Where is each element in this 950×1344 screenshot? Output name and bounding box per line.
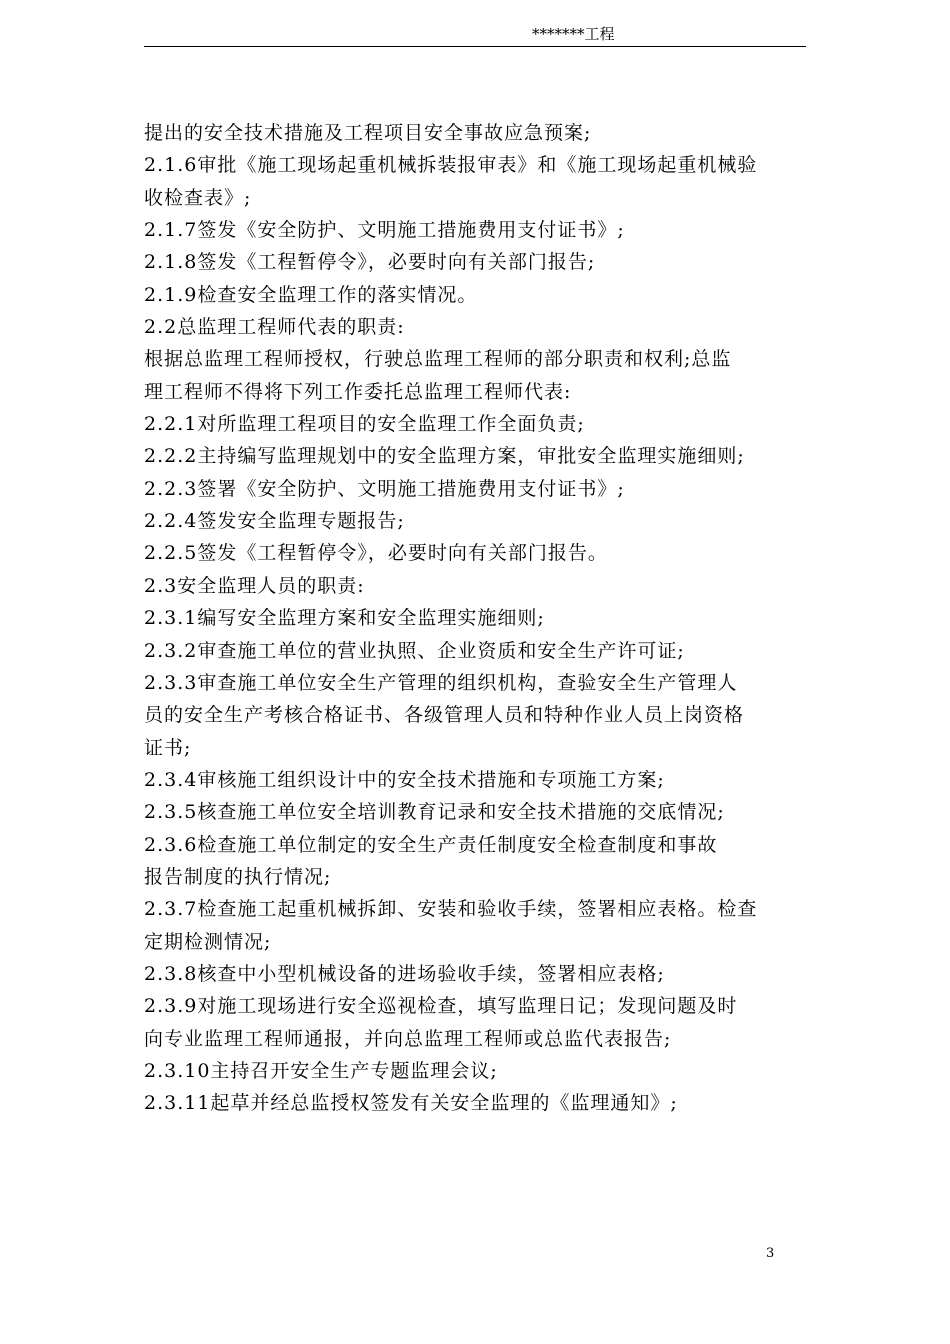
text-line: 2.3.2审查施工单位的营业执照、企业资质和安全生产许可证; — [144, 639, 685, 662]
text-line: 2.1.8签发《工程暂停令》，必要时向有关部门报告; — [144, 251, 596, 274]
text-line: 定期检测情况; — [144, 930, 272, 953]
text-line: 2.3.11起草并经总监授权签发有关安全监理的《监理通知》; — [144, 1092, 678, 1115]
text-line: 2.3.4审核施工组织设计中的安全技术措施和专项施工方案; — [144, 768, 665, 791]
text-line: 提出的安全技术措施及工程项目安全事故应急预案; — [144, 122, 592, 144]
text-line: 2.2.5签发《工程暂停令》，必要时向有关部门报告。 — [144, 542, 608, 565]
text-line: 2.3.5核查施工单位安全培训教育记录和安全技术措施的交底情况; — [144, 801, 725, 824]
text-line: 向专业监理工程师通报，并向总监理工程师或总监代表报告; — [144, 1027, 672, 1050]
text-line: 报告制度的执行情况; — [144, 865, 332, 888]
section-heading: 2.2总监理工程师代表的职责: — [144, 316, 405, 339]
text-line: 2.1.9检查安全监理工作的落实情况。 — [144, 283, 478, 306]
text-line: 2.1.6审批《施工现场起重机械拆装报审表》和《施工现场起重机械验 — [144, 154, 758, 177]
header-rule — [144, 46, 806, 47]
page-header-title: *******工程 — [532, 25, 615, 43]
text-line: 2.3.7检查施工起重机械拆卸、安装和验收手续，签署相应表格。检查 — [144, 898, 758, 921]
text-line: 2.2.4签发安全监理专题报告; — [144, 510, 405, 533]
text-line: 根据总监理工程师授权，行驶总监理工程师的部分职责和权利;总监 — [144, 348, 732, 371]
text-line: 证书; — [144, 736, 192, 759]
text-line: 2.3.8核查中小型机械设备的进场验收手续，签署相应表格; — [144, 962, 665, 985]
text-line: 员的安全生产考核合格证书、各级管理人员和特种作业人员上岗资格 — [144, 704, 745, 727]
text-line: 收检查表》; — [144, 186, 252, 209]
text-line: 2.2.3签署《安全防护、文明施工措施费用支付证书》; — [144, 477, 625, 500]
text-line: 2.3.3审查施工单位安全生产管理的组织机构，查验安全生产管理人 — [144, 671, 738, 694]
document-body — [144, 117, 824, 1120]
text-line: 2.2.2主持编写监理规划中的安全监理方案，审批安全监理实施细则; — [144, 445, 745, 468]
text-line: 2.3.9对施工现场进行安全巡视检查，填写监理日记；发现问题及时 — [144, 995, 738, 1018]
text-line: 2.3.6检查施工单位制定的安全生产责任制度安全检查制度和事故 — [144, 833, 718, 856]
text-line: 2.3.1编写安全监理方案和安全监理实施细则; — [144, 607, 545, 630]
text-line: 2.1.7签发《安全防护、文明施工措施费用支付证书》; — [144, 219, 625, 242]
text-line: 理工程师不得将下列工作委托总监理工程师代表: — [144, 380, 572, 403]
page-number: 3 — [766, 1246, 775, 1261]
text-line: 2.2.1对所监理工程项目的安全监理工作全面负责; — [144, 413, 585, 436]
text-line: 2.3.10主持召开安全生产专题监理会议; — [144, 1059, 498, 1082]
section-heading: 2.3安全监理人员的职责: — [144, 574, 365, 597]
